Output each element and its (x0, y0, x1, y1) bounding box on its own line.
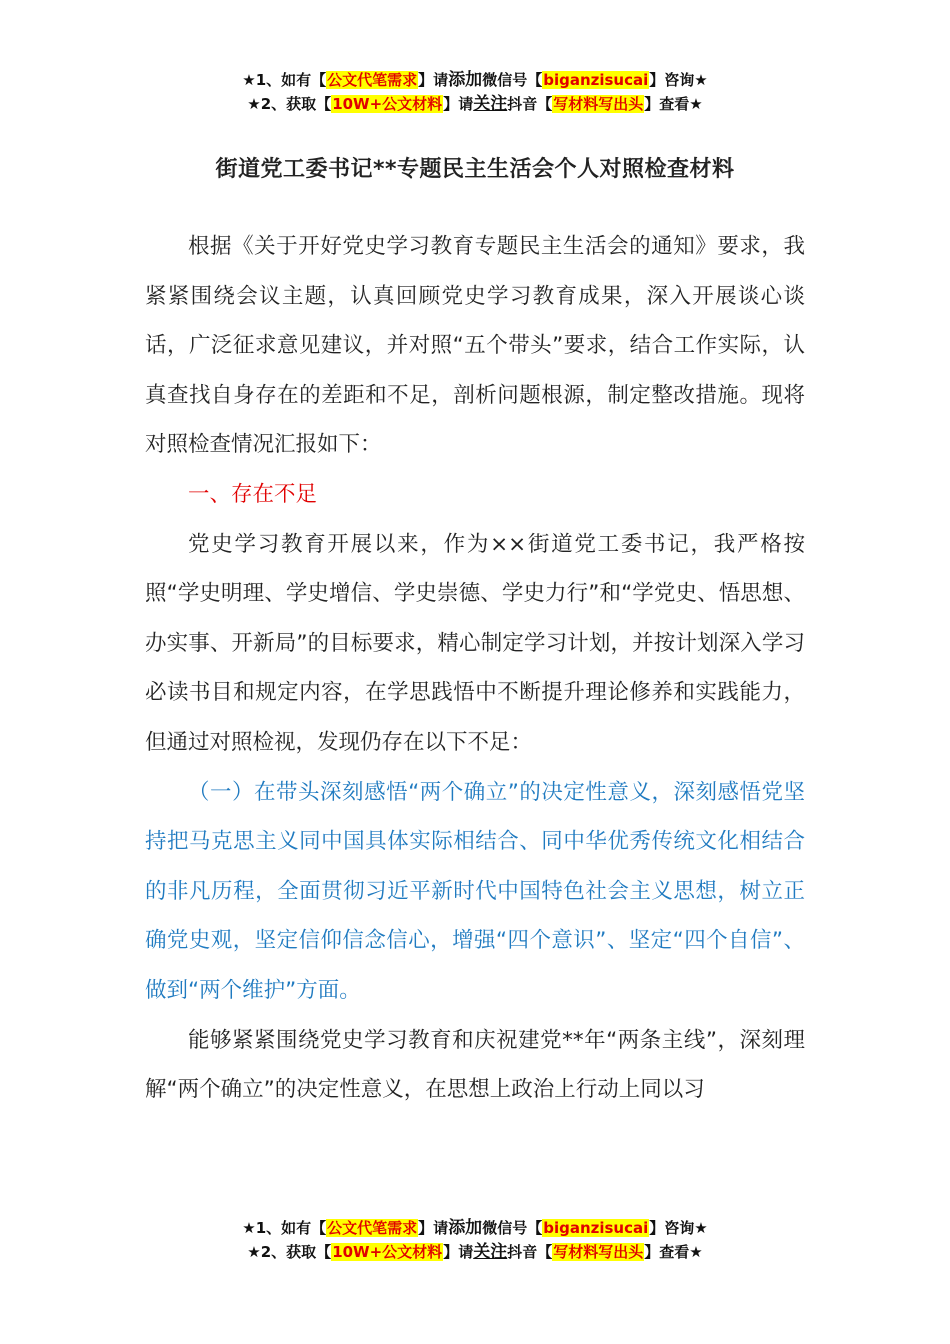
highlight-wechat-id: biganzisucai (543, 1219, 649, 1237)
banner-line-2: ★2、获取【10W+公文材料】请关注抖音【写材料写出头】查看★ (247, 1242, 703, 1262)
subsection-heading: （一）在带头深刻感悟“两个确立”的决定性意义，深刻感悟党坚持把马克思主义同中国具体实际相结合、同中华优秀传统文化相结合的非凡历程，全面贯彻习近平新时代中国特色社会主义思想，树立正确党史观，坚定信仰信念信心，增强“四个意识”、坚定“四个自信”、做到“两个维护”方面。 (145, 779, 805, 1003)
highlight-wechat-id: biganzisucai (543, 71, 649, 89)
highlight-douyin: 写材料写出头 (553, 1243, 644, 1261)
highlight-service: 公文代笔需求 (327, 1219, 418, 1237)
banner-line-1: ★1、如有【公文代笔需求】请添加微信号【biganzisucai】咨询★ (242, 1218, 708, 1238)
header-banner (0, 68, 950, 116)
subsection-paragraph: 能够紧紧围绕党史学习教育和庆祝建党**年“两条主线”，深刻理解“两个确立”的决定性意义，在思想上政治上行动上同以习 (145, 1027, 805, 1103)
highlight-service: 公文代笔需求 (327, 71, 418, 89)
highlight-materials: 10W+公文材料 (332, 95, 443, 113)
footer-banner (0, 1216, 950, 1264)
document-title: 街道党工委书记**专题民主生活会个人对照检查材料 (215, 157, 735, 182)
banner-line-1: ★1、如有【公文代笔需求】请添加微信号【biganzisucai】咨询★ (242, 70, 708, 90)
section-heading: 一、存在不足 (188, 481, 318, 507)
document-body (145, 222, 805, 1115)
section-paragraph: 党史学习教育开展以来，作为××街道党工委书记，我严格按照“学史明理、学史增信、学史崇德、学史力行”和“学党史、悟思想、办实事、开新局”的目标要求，精心制定学习计划，并按计划深入学习必读书目和规定内容，在学思践悟中不断提升理论修养和实践能力，但通过对照检视，发现仍存在以下不足： (145, 531, 805, 755)
highlight-douyin: 写材料写出头 (553, 95, 644, 113)
highlight-materials: 10W+公文材料 (332, 1243, 443, 1261)
banner-line-2: ★2、获取【10W+公文材料】请关注抖音【写材料写出头】查看★ (247, 94, 703, 114)
intro-paragraph: 根据《关于开好党史学习教育专题民主生活会的通知》要求，我紧紧围绕会议主题，认真回顾党史学习教育成果，深入开展谈心谈话，广泛征求意见建议，并对照“五个带头”要求，结合工作实际，认真查找自身存在的差距和不足，剖析问题根源，制定整改措施。现将对照检查情况汇报如下： (145, 234, 805, 458)
